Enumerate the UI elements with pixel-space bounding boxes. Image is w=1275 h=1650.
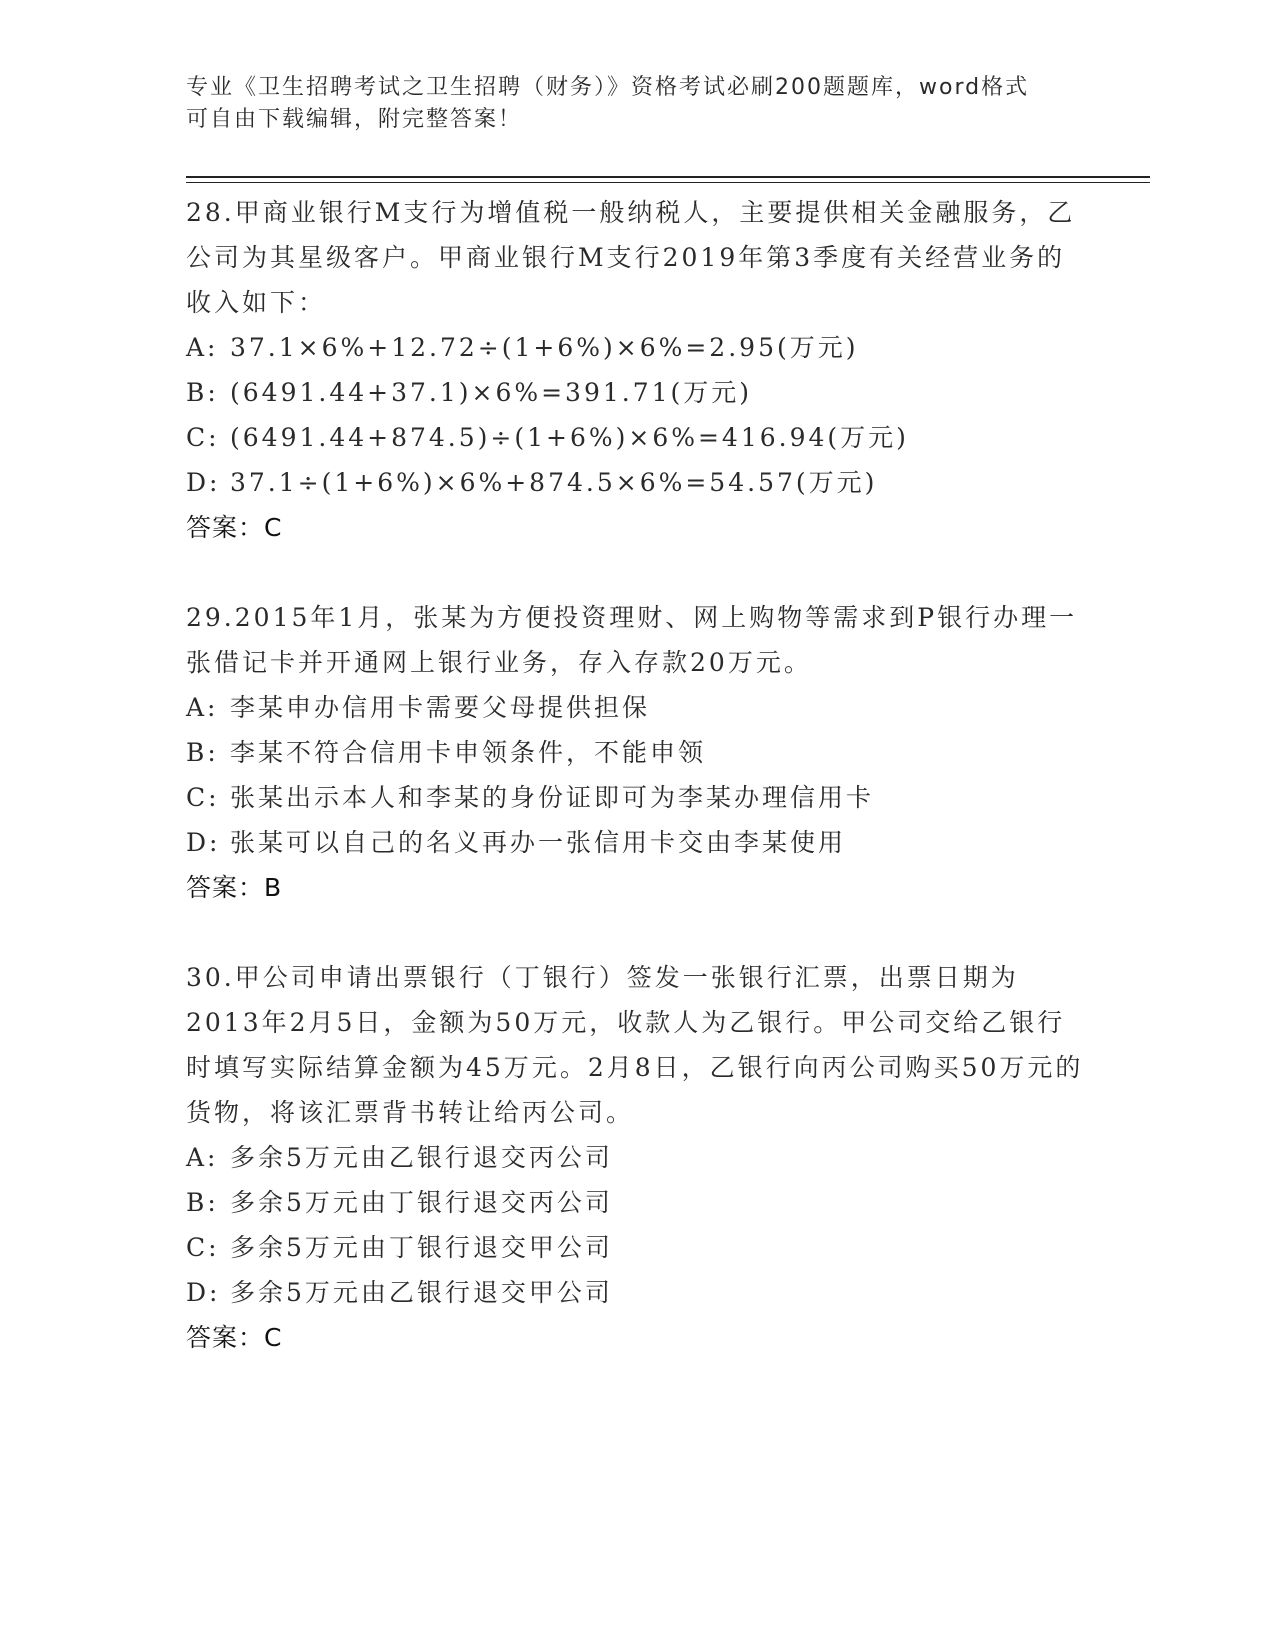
option-text: 张某可以自己的名义再办一张信用卡交由李某使用	[230, 828, 847, 857]
option-label: C:	[186, 1233, 220, 1262]
option-text: 多余5万元由乙银行退交甲公司	[230, 1278, 613, 1307]
option-text: 37.1÷(1+6%)×6%+874.5×6%=54.57(万元)	[230, 468, 878, 497]
option-label: D:	[186, 1278, 221, 1307]
option-d	[186, 820, 1086, 865]
option-a	[186, 1135, 1086, 1180]
option-a	[186, 325, 1086, 370]
answer-line: 答案：B	[186, 873, 283, 902]
option-b	[186, 730, 1086, 775]
option-text: (6491.44+874.5)÷(1+6%)×6%=416.94(万元)	[230, 423, 909, 452]
option-label: B:	[186, 738, 219, 767]
option-label: B:	[186, 378, 219, 407]
option-text: 张某出示本人和李某的身份证即可为李某办理信用卡	[230, 783, 875, 812]
option-b	[186, 370, 1086, 415]
option-d	[186, 1270, 1086, 1315]
question-stem: 28.甲商业银行M支行为增值税一般纳税人，主要提供相关金融服务，乙公司为其星级客户。甲商业银行M支行2019年第3季度有关经营业务的收入如下：	[186, 198, 1076, 317]
question-list	[186, 190, 1086, 1405]
option-d	[186, 460, 1086, 505]
header-divider-thin	[186, 182, 1150, 183]
option-c	[186, 775, 1086, 820]
header-divider-thick	[186, 176, 1150, 178]
question-30	[186, 955, 1086, 1361]
option-c	[186, 1225, 1086, 1270]
page-header	[186, 72, 1066, 136]
option-text: 37.1×6%+12.72÷(1+6%)×6%=2.95(万元)	[230, 333, 859, 362]
option-label: C:	[186, 423, 220, 452]
option-label: B:	[186, 1188, 219, 1217]
option-b	[186, 1180, 1086, 1225]
question-stem: 29.2015年1月，张某为方便投资理财、网上购物等需求到P银行办理一张借记卡并开通网上银行业务，存入存款20万元。	[186, 603, 1078, 677]
answer-line: 答案：C	[186, 513, 283, 542]
option-label: A:	[186, 693, 219, 722]
header-line-2: 可自由下载编辑，附完整答案！	[186, 107, 523, 132]
option-text: 多余5万元由乙银行退交丙公司	[230, 1143, 613, 1172]
option-label: A:	[186, 1143, 219, 1172]
question-stem: 30.甲公司申请出票银行（丁银行）签发一张银行汇票，出票日期为2013年2月5日，金额为50万元，收款人为乙银行。甲公司交给乙银行时填写实际结算金额为45万元。2月8日，乙银行向丙公司购买50万元的货物，将该汇票背书转让给丙公司。	[186, 963, 1084, 1127]
option-label: D:	[186, 468, 221, 497]
header-line-1: 专业《卫生招聘考试之卫生招聘（财务）》资格考试必刷200题题库，word格式	[186, 75, 1030, 100]
answer-line: 答案：C	[186, 1323, 283, 1352]
option-text: 李某不符合信用卡申领条件，不能申领	[230, 738, 707, 767]
option-label: C:	[186, 783, 220, 812]
option-a	[186, 685, 1086, 730]
option-label: A:	[186, 333, 219, 362]
option-label: D:	[186, 828, 221, 857]
option-text: 多余5万元由丁银行退交甲公司	[230, 1233, 613, 1262]
question-28	[186, 190, 1086, 551]
option-text: (6491.44+37.1)×6%=391.71(万元)	[230, 378, 753, 407]
option-text: 李某申办信用卡需要父母提供担保	[230, 693, 651, 722]
question-29	[186, 595, 1086, 911]
option-text: 多余5万元由丁银行退交丙公司	[230, 1188, 613, 1217]
option-c	[186, 415, 1086, 460]
